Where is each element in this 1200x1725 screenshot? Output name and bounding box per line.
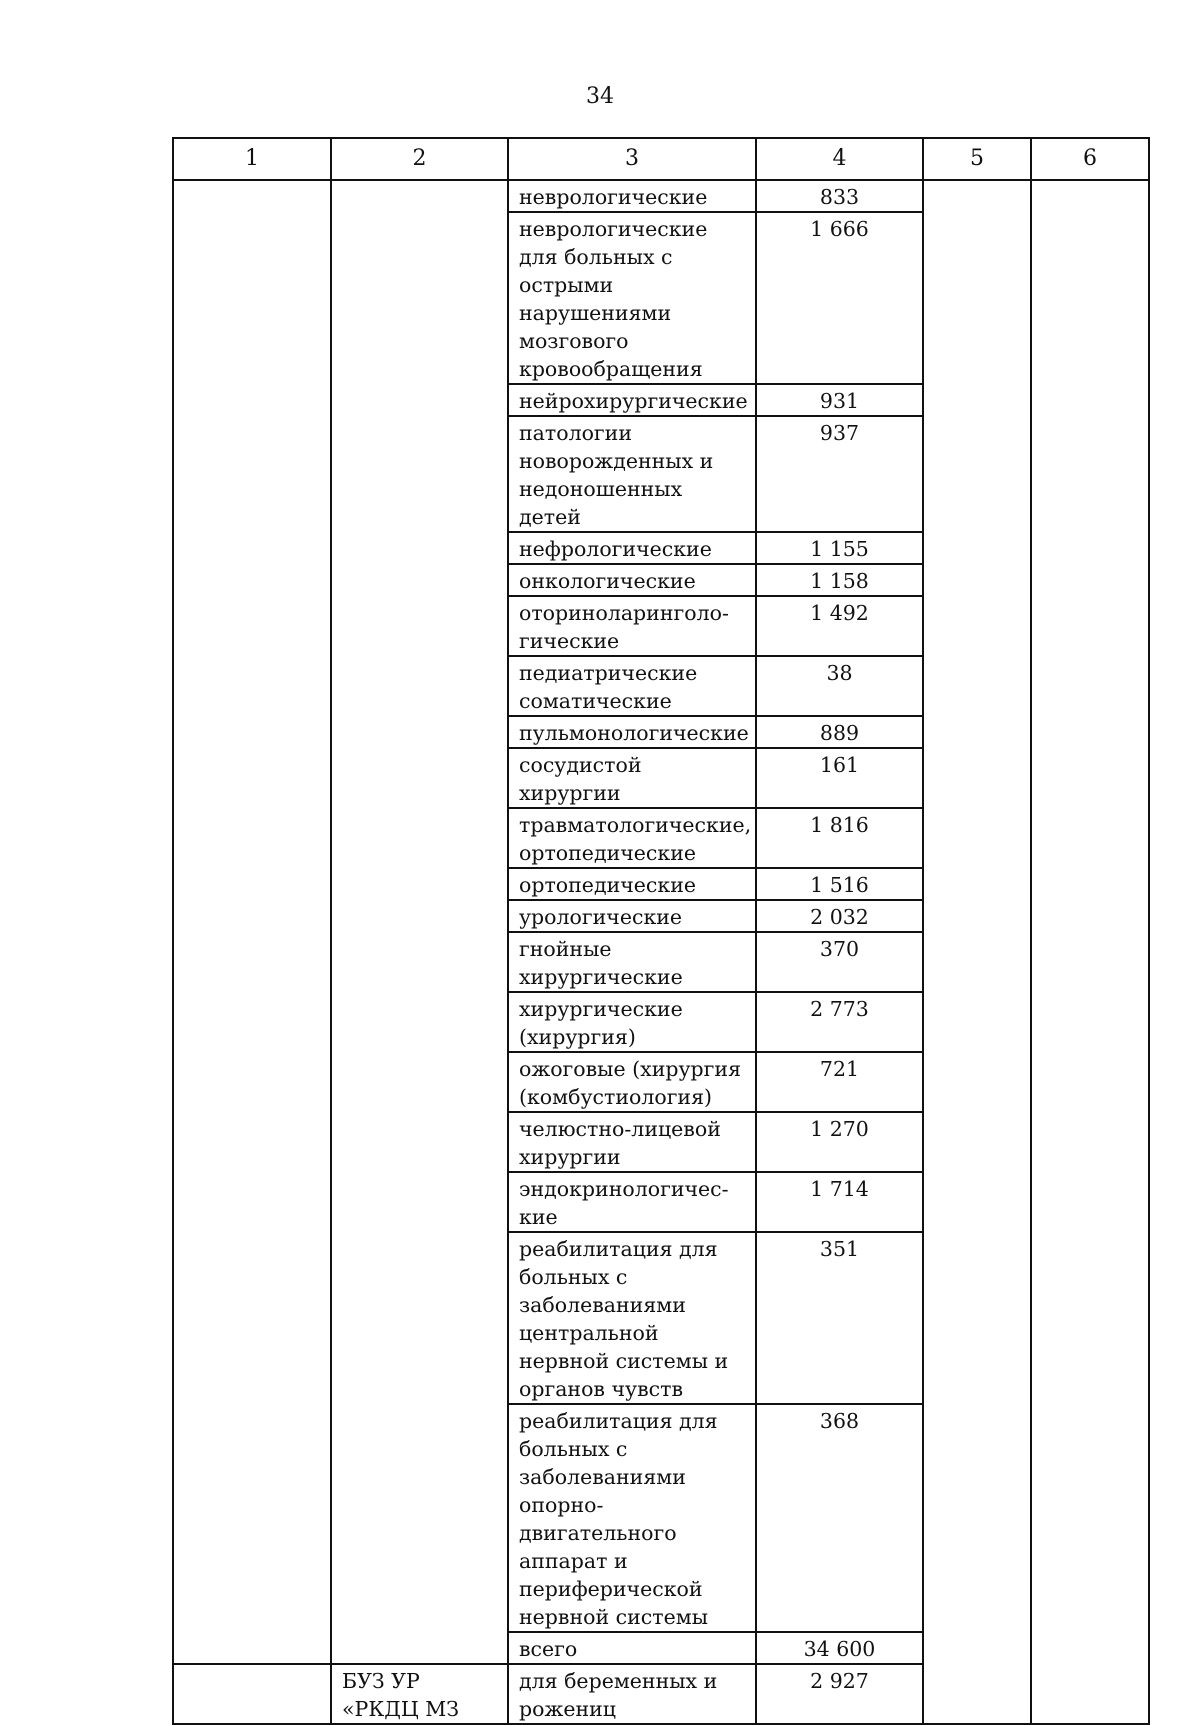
profile-cell: травматологические, ортопедические [508,808,756,868]
profile-cell: ортопедические [508,868,756,900]
bed-count-cell: 2 773 [756,992,923,1052]
bed-count-cell: 161 [756,748,923,808]
profile-cell: оториноларинголо-гические [508,596,756,656]
beds-table [172,137,1150,1725]
bed-count-cell: 1 155 [756,532,923,564]
column-header-6: 6 [1031,138,1149,180]
profile-cell: нейрохирургические [508,384,756,416]
bed-count-cell: 1 714 [756,1172,923,1232]
column-header-5: 5 [923,138,1031,180]
bed-count-cell: 368 [756,1404,923,1632]
cell-col5 [923,180,1031,1724]
organization-cell: БУЗ УР «РКДЦ МЗ [331,1664,508,1724]
column-header-3: 3 [508,138,756,180]
profile-cell: онкологические [508,564,756,596]
table-row [173,180,1149,212]
profile-cell: эндокринологичес-кие [508,1172,756,1232]
profile-cell: челюстно-лицевой хирургии [508,1112,756,1172]
profile-cell: реабилитация для больных с заболеваниями опорно-двигательного аппарат и периферической нервной системы [508,1404,756,1632]
bed-count-cell: 1 158 [756,564,923,596]
cell-col6 [1031,180,1149,1724]
header-row [173,138,1149,180]
bed-count-cell: 1 816 [756,808,923,868]
bed-count-cell: 1 666 [756,212,923,384]
profile-cell: реабилитация для больных с заболеваниями центральной нервной системы и органов чувств [508,1232,756,1404]
bed-count-cell: 34 600 [756,1632,923,1664]
bed-count-cell: 937 [756,416,923,532]
column-header-4: 4 [756,138,923,180]
profile-cell: всего [508,1632,756,1664]
profile-cell: педиатрические соматические [508,656,756,716]
profile-cell: урологические [508,900,756,932]
profile-cell: для беременных и рожениц [508,1664,756,1724]
column-header-1: 1 [173,138,331,180]
profile-cell: нефрологические [508,532,756,564]
bed-count-cell: 721 [756,1052,923,1112]
column-header-2: 2 [331,138,508,180]
bed-count-cell: 38 [756,656,923,716]
cell-col1 [173,180,331,1664]
profile-cell: сосудистой хирургии [508,748,756,808]
profile-cell: неврологические [508,180,756,212]
page-number: 34 [586,84,614,109]
cell-col1 [173,1664,331,1724]
profile-cell: ожоговые (хирургия (комбустиология) [508,1052,756,1112]
cell-col2 [331,180,508,1664]
bed-count-cell: 2 032 [756,900,923,932]
bed-count-cell: 1 270 [756,1112,923,1172]
bed-count-cell: 351 [756,1232,923,1404]
profile-cell: патологии новорожденных и недоношенных детей [508,416,756,532]
profile-cell: пульмонологические [508,716,756,748]
bed-count-cell: 2 927 [756,1664,923,1724]
bed-count-cell: 833 [756,180,923,212]
bed-count-cell: 931 [756,384,923,416]
bed-count-cell: 1 516 [756,868,923,900]
bed-count-cell: 889 [756,716,923,748]
profile-cell: неврологические для больных с острыми нарушениями мозгового кровообращения [508,212,756,384]
profile-cell: хирургические (хирургия) [508,992,756,1052]
bed-count-cell: 1 492 [756,596,923,656]
profile-cell: гнойные хирургические [508,932,756,992]
bed-count-cell: 370 [756,932,923,992]
